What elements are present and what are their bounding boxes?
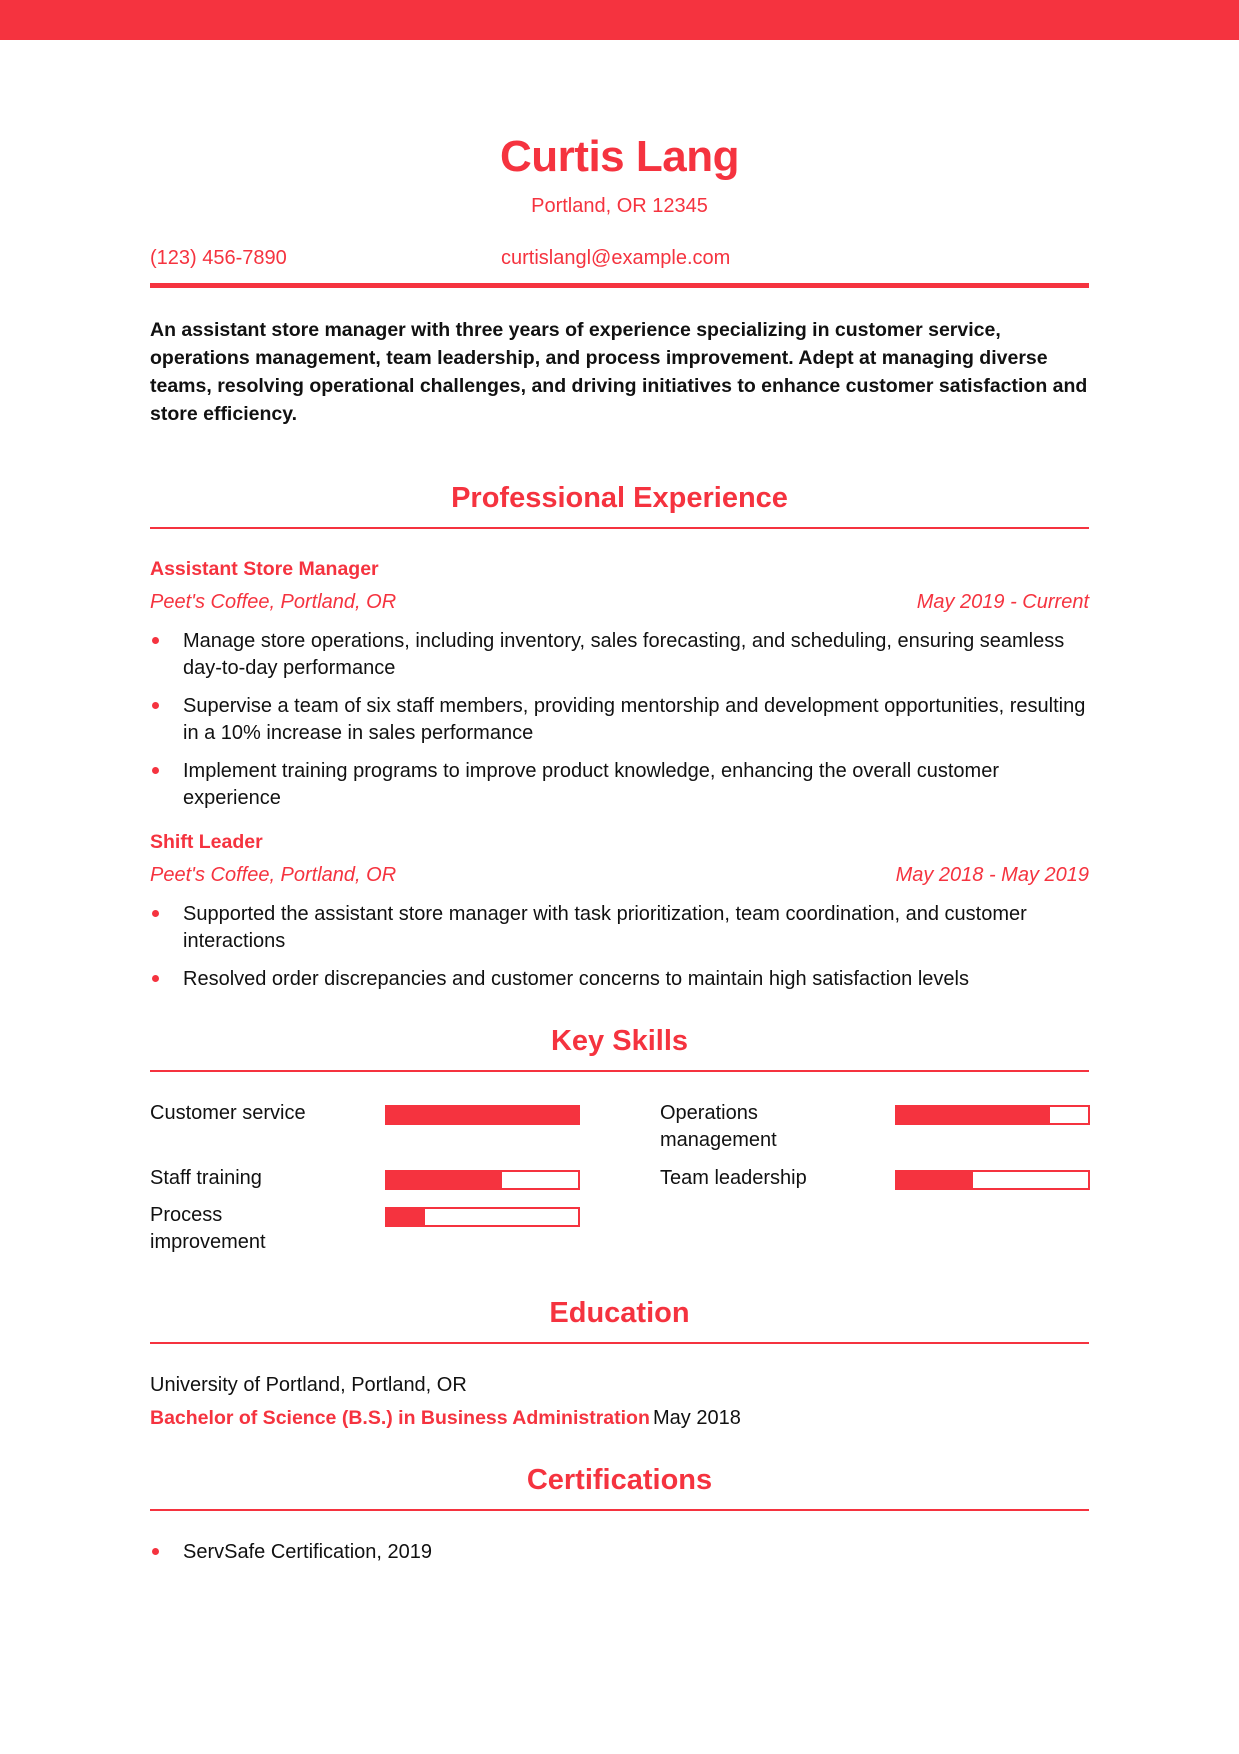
job-company: Peet's Coffee, Portland, OR: [150, 591, 397, 613]
bullet-dot-icon: [152, 767, 159, 774]
section-divider: [150, 1070, 1089, 1072]
job-company: Peet's Coffee, Portland, OR: [150, 864, 397, 886]
list-item: [150, 901, 1089, 955]
education-date: May 2018: [653, 1407, 741, 1429]
skill-label: Operations management: [660, 1102, 777, 1151]
bullet-dot-icon: [152, 637, 159, 644]
address: Portland, OR 12345: [531, 195, 708, 217]
skill-level-bar: [385, 1170, 580, 1190]
certification-text: ServSafe Certification, 2019: [183, 1541, 433, 1563]
skill-label: Process improvement: [150, 1204, 266, 1253]
skill-label: Customer service: [150, 1102, 306, 1124]
section-title-certifications: Certifications: [526, 1464, 713, 1496]
list-item: [150, 1539, 1089, 1566]
job-dates: May 2019 - Current: [916, 591, 1089, 613]
bullet-text: Resolved order discrepancies and customer concerns to maintain high satisfaction levels: [183, 968, 969, 990]
skill-level-bar: [895, 1170, 1090, 1190]
education-degree: Bachelor of Science (B.S.) in Business Administration: [150, 1407, 650, 1429]
section-title-skills: Key Skills: [550, 1025, 689, 1057]
header-divider: [150, 283, 1089, 288]
list-item: [150, 693, 1089, 747]
summary-paragraph: An assistant store manager with three years of experience specializing in customer service, operations management, team leadership, and process improvement. Adept at managing diverse teams, resolving operational challenges, and driving initiatives to enhance customer satisfaction and store efficiency.: [150, 319, 1088, 425]
education-school: University of Portland, Portland, OR: [150, 1374, 467, 1396]
section-divider: [150, 1509, 1089, 1511]
phone-number: (123) 456-7890: [150, 247, 287, 269]
skill-level-fill: [387, 1209, 425, 1225]
section-divider: [150, 527, 1089, 529]
skill-level-fill: [387, 1107, 578, 1123]
list-item: [150, 628, 1089, 682]
bullet-dot-icon: [152, 702, 159, 709]
section-title-education: Education: [549, 1297, 690, 1329]
job-bullets: [150, 628, 1089, 823]
section-divider: [150, 1342, 1089, 1344]
skill-level-fill: [897, 1107, 1050, 1123]
job-title: Shift Leader: [150, 831, 263, 853]
skill-level-fill: [387, 1172, 502, 1188]
skill-level-bar: [895, 1105, 1090, 1125]
email-address: curtislangl@example.com: [501, 247, 731, 269]
top-accent-bar: [0, 0, 1239, 40]
section-title-experience: Professional Experience: [451, 482, 788, 514]
job-title: Assistant Store Manager: [150, 558, 379, 580]
job-bullets: [150, 901, 1089, 1004]
skill-label: Team leadership: [660, 1167, 807, 1189]
skill-level-bar: [385, 1207, 580, 1227]
skill-label: Staff training: [150, 1167, 262, 1189]
bullet-dot-icon: [152, 910, 159, 917]
bullet-text: Supported the assistant store manager with task prioritization, team coordination, and customer interactions: [183, 903, 1027, 952]
bullet-text: Supervise a team of six staff members, providing mentorship and development opportunities, resulting in a 10% increase in sales performance: [183, 695, 1086, 744]
bullet-dot-icon: [152, 1548, 159, 1555]
bullet-text: Implement training programs to improve product knowledge, enhancing the overall customer experience: [183, 760, 999, 809]
bullet-dot-icon: [152, 975, 159, 982]
bullet-text: Manage store operations, including inventory, sales forecasting, and scheduling, ensuring seamless day-to-day performance: [183, 630, 1065, 679]
skill-level-bar: [385, 1105, 580, 1125]
list-item: [150, 758, 1089, 812]
list-item: [150, 966, 1089, 993]
candidate-name: Curtis Lang: [500, 132, 739, 181]
certification-list: [150, 1539, 1089, 1577]
skill-level-fill: [897, 1172, 973, 1188]
job-dates: May 2018 - May 2019: [895, 864, 1089, 886]
